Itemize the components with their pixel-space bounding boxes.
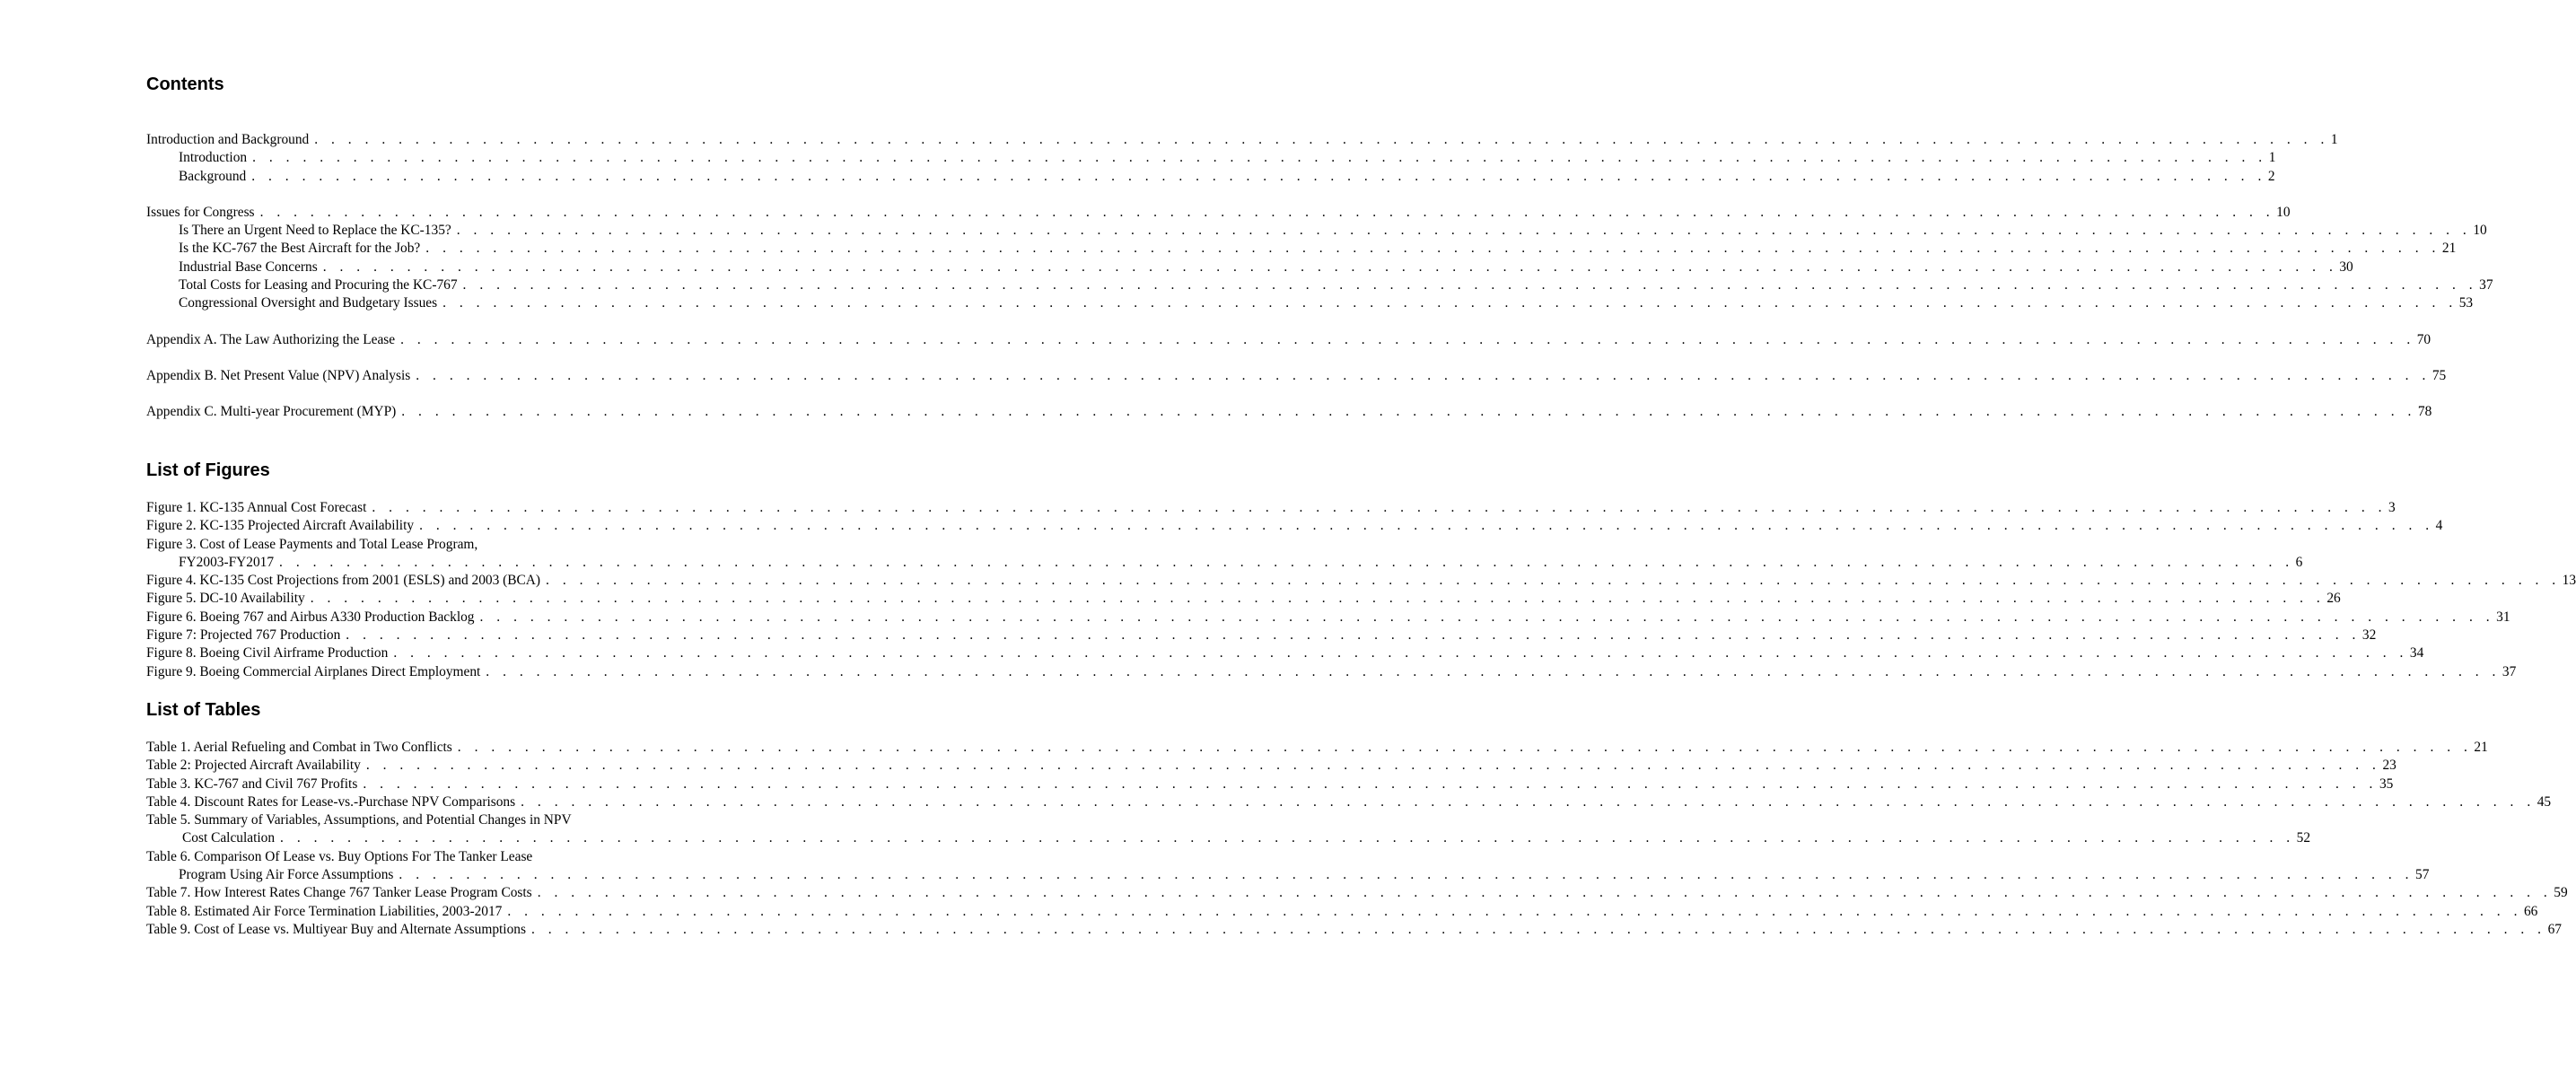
page-number: 30 — [2339, 258, 2353, 275]
page-number: 35 — [2379, 775, 2394, 792]
figure-entry[interactable] — [146, 517, 2443, 535]
entry-label: Industrial Base Concerns — [179, 258, 318, 275]
dot-leader: . . . . . . . . . . . . . . . . . . . . . . . . . . . . . . . . . . . . . . . . . . . . . . . . . . . . . . . . . . . . . . . . . . . . . . . . . . . . . . . . . . . . . . . . . . . . . . . . . . . . . . . . . . . . . . . . . . . . . . . . — [456, 223, 2472, 239]
dot-leader: . . . . . . . . . . . . . . . . . . . . . . . . . . . . . . . . . . . . . . . . . . . . . . . . . . . . . . . . . . . . . . . . . . . . . . . . . . . . . . . . . . . . . . . . . . . . . . . . . . . . . . . . . . . . . . . . . . . . . . . . — [251, 168, 2266, 184]
figure-entry[interactable] — [146, 572, 2576, 590]
page-number: 26 — [2326, 591, 2341, 607]
contents-list — [146, 131, 2493, 422]
page-number: 37 — [2502, 663, 2517, 679]
dot-leader: . . . . . . . . . . . . . . . . . . . . . . . . . . . . . . . . . . . . . . . . . . . . . . . . . . . . . . . . . . . . . . . . . . . . . . . . . . . . . . . . . . . . . . . . . . . . . . . . . . . . . . . . . . . . . . . . . . . . . . . . — [365, 758, 2381, 774]
dot-leader: . . . . . . . . . . . . . . . . . . . . . . . . . . . . . . . . . . . . . . . . . . . . . . . . . . . . . . . . . . . . . . . . . . . . . . . . . . . . . . . . . . . . . . . . . . . . . . . . . . . . . . . . . . . . . . . . . . . . . . . . — [537, 885, 2553, 901]
page-number: 67 — [2547, 921, 2562, 937]
toc-subentry[interactable] — [146, 149, 2276, 167]
dot-leader: . . . . . . . . . . . . . . . . . . . . . . . . . . . . . . . . . . . . . . . . . . . . . . . . . . . . . . . . . . . . . . . . . . . . . . . . . . . . . . . . . . . . . . . . . . . . . . . . . . . . . . . . . . . . . . . . . . . . . . . . — [252, 150, 2267, 166]
spacer — [146, 313, 680, 331]
entry-label: Table 7. How Interest Rates Change 767 Tanker Lease Program Costs — [146, 885, 532, 901]
dot-leader: . . . . . . . . . . . . . . . . . . . . . . . . . . . . . . . . . . . . . . . . . . . . . . . . . . . . . . . . . . . . . . . . . . . . . . . . . . . . . . . . . . . . . . . . . . . . . . . . . . . . . . . . . . . . . . . . . . . . . . . . — [314, 132, 2329, 147]
dot-leader: . . . . . . . . . . . . . . . . . . . . . . . . . . . . . . . . . . . . . . . . . . . . . . . . . . . . . . . . . . . . . . . . . . . . . . . . . . . . . . . . . . . . . . . . . . . . . . . . . . . . . . . . . . . . . . . . . . . . . . . . — [457, 740, 2473, 755]
spacer — [146, 385, 680, 403]
page-number: 4 — [2435, 518, 2443, 534]
tables-heading: List of Tables — [146, 700, 261, 720]
entry-label: Figure 2. KC-135 Projected Aircraft Availability — [146, 518, 415, 534]
page-number: 31 — [2496, 609, 2510, 625]
page-number: 1 — [2330, 132, 2338, 147]
table-entry[interactable] — [146, 757, 2396, 775]
figure-entry[interactable] — [146, 609, 2510, 627]
figures-heading: List of Figures — [146, 460, 270, 480]
entry-label: Figure 4. KC-135 Cost Projections from 2001 (ESLS) and 2003 (BCA) — [146, 573, 541, 589]
table-entry[interactable] — [146, 884, 2568, 902]
toc-entry[interactable] — [146, 367, 2447, 385]
dot-leader: . . . . . . . . . . . . . . . . . . . . . . . . . . . . . . . . . . . . . . . . . . . . . . . . . . . . . . . . . . . . . . . . . . . . . . . . . . . . . . . . . . . . . . . . . . . . . . . . . . . . . . . . . . . . . . . . . . . . . . . . — [279, 554, 2294, 570]
page-number: 59 — [2554, 885, 2568, 901]
page-number: 13 — [2562, 573, 2576, 589]
figure-entry-cont[interactable] — [146, 554, 2303, 572]
entry-label: Appendix C. Multi-year Procurement (MYP) — [146, 404, 397, 420]
entry-label: Background — [179, 168, 247, 184]
dot-leader: . . . . . . . . . . . . . . . . . . . . . . . . . . . . . . . . . . . . . . . . . . . . . . . . . . . . . . . . . . . . . . . . . . . . . . . . . . . . . . . . . . . . . . . . . . . . . . . . . . . . . . . . . . . . . . . . . . . . . . . . — [322, 258, 2338, 275]
dot-leader: . . . . . . . . . . . . . . . . . . . . . . . . . . . . . . . . . . . . . . . . . . . . . . . . . . . . . . . . . . . . . . . . . . . . . . . . . . . . . . . . . . . . . . . . . . . . . . . . . . . . . . . . . . . . . . . . . . . . . . . . — [393, 645, 2408, 662]
table-entry[interactable] — [146, 793, 2552, 811]
dot-leader: . . . . . . . . . . . . . . . . . . . . . . . . . . . . . . . . . . . . . . . . . . . . . . . . . . . . . . . . . . . . . . . . . . . . . . . . . . . . . . . . . . . . . . . . . . . . . . . . . . . . . . . . . . . . . . . . . . . . . . . . — [442, 295, 2458, 311]
spacer — [146, 349, 680, 367]
table-entry[interactable] — [146, 903, 2538, 921]
table-entry-cont[interactable] — [146, 866, 2430, 884]
entry-label: Figure 1. KC-135 Annual Cost Forecast — [146, 500, 367, 515]
dot-leader: . . . . . . . . . . . . . . . . . . . . . . . . . . . . . . . . . . . . . . . . . . . . . . . . . . . . . . . . . . . . . . . . . . . . . . . . . . . . . . . . . . . . . . . . . . . . . . . . . . . . . . . . . . . . . . . . . . . . . . . . — [310, 591, 2326, 607]
toc-subentry[interactable] — [146, 258, 2353, 276]
entry-label: Figure 8. Boeing Civil Airframe Production — [146, 645, 389, 662]
toc-entry[interactable] — [146, 403, 2432, 421]
dot-leader: . . . . . . . . . . . . . . . . . . . . . . . . . . . . . . . . . . . . . . . . . . . . . . . . . . . . . . . . . . . . . . . . . . . . . . . . . . . . . . . . . . . . . . . . . . . . . . . . . . . . . . . . . . . . . . . . . . . . . . . . — [419, 518, 2434, 534]
figure-entry[interactable] — [146, 590, 2341, 608]
entry-label: FY2003-FY2017 — [179, 554, 275, 570]
page-number: 1 — [2268, 150, 2276, 166]
dot-leader: . . . . . . . . . . . . . . . . . . . . . . . . . . . . . . . . . . . . . . . . . . . . . . . . . . . . . . . . . . . . . . . . . . . . . . . . . . . . . . . . . . . . . . . . . . . . . . . . . . . . . . . . . . . . . . . . . . . . . . . . — [507, 903, 2522, 919]
page-number: 53 — [2458, 295, 2474, 311]
entry-label: Table 2: Projected Aircraft Availability — [146, 758, 361, 774]
figure-entry[interactable]: Figure 3. Cost of Lease Payments and Total Lease Program, — [146, 536, 478, 552]
page-number: 10 — [2276, 204, 2291, 220]
spacer — [146, 186, 680, 204]
page-number: 21 — [2474, 740, 2488, 755]
figure-entry[interactable] — [146, 663, 2517, 681]
toc-entry[interactable] — [146, 131, 2338, 149]
figures-list — [146, 499, 2576, 681]
entry-label: Introduction — [179, 150, 248, 166]
entry-label: Appendix B. Net Present Value (NPV) Analysis — [146, 367, 411, 383]
page-number: 2 — [2267, 168, 2275, 184]
dot-leader: . . . . . . . . . . . . . . . . . . . . . . . . . . . . . . . . . . . . . . . . . . . . . . . . . . . . . . . . . . . . . . . . . . . . . . . . . . . . . . . . . . . . . . . . . . . . . . . . . . . . . . . . . . . . . . . . . . . . . . . . — [416, 367, 2431, 383]
page-number: 52 — [2296, 830, 2311, 846]
dot-leader: . . . . . . . . . . . . . . . . . . . . . . . . . . . . . . . . . . . . . . . . . . . . . . . . . . . . . . . . . . . . . . . . . . . . . . . . . . . . . . . . . . . . . . . . . . . . . . . . . . . . . . . . . . . . . . . . . . . . . . . . — [400, 331, 2415, 347]
toc-subentry[interactable] — [146, 276, 2493, 294]
page-number: 75 — [2431, 367, 2447, 383]
entry-label: Table 1. Aerial Refueling and Combat in Two Conflicts — [146, 740, 452, 755]
figure-entry[interactable] — [146, 627, 2377, 644]
dot-leader: . . . . . . . . . . . . . . . . . . . . . . . . . . . . . . . . . . . . . . . . . . . . . . . . . . . . . . . . . . . . . . . . . . . . . . . . . . . . . . . . . . . . . . . . . . . . . . . . . . . . . . . . . . . . . . . . . . . . . . . . — [399, 867, 2414, 883]
page-number: 21 — [2441, 241, 2457, 257]
table-entry[interactable] — [146, 775, 2394, 793]
tables-list — [146, 739, 2568, 939]
entry-label: Introduction and Background — [146, 132, 310, 147]
page-number: 70 — [2416, 331, 2431, 347]
entry-label: Figure 7: Projected 767 Production — [146, 627, 341, 644]
table-entry[interactable]: Table 5. Summary of Variables, Assumptions, and Potential Changes in NPV — [146, 812, 572, 828]
dot-leader: . . . . . . . . . . . . . . . . . . . . . . . . . . . . . . . . . . . . . . . . . . . . . . . . . . . . . . . . . . . . . . . . . . . . . . . . . . . . . . . . . . . . . . . . . . . . . . . . . . . . . . . . . . . . . . . . . . . . . . . . — [280, 830, 2295, 846]
toc-subentry[interactable] — [146, 240, 2457, 258]
toc-entry[interactable] — [146, 204, 2291, 222]
entry-label: Figure 6. Boeing 767 and Airbus A330 Production Backlog — [146, 609, 475, 625]
page-number: 57 — [2415, 867, 2430, 883]
toc-subentry[interactable] — [146, 222, 2487, 240]
page-number: 6 — [2295, 554, 2303, 570]
page-number: 45 — [2537, 793, 2552, 810]
toc-subentry[interactable] — [146, 294, 2474, 312]
figure-entry[interactable] — [146, 499, 2396, 517]
entry-label: Table 8. Estimated Air Force Termination Liabilities, 2003-2017 — [146, 903, 503, 919]
dot-leader: . . . . . . . . . . . . . . . . . . . . . . . . . . . . . . . . . . . . . . . . . . . . . . . . . . . . . . . . . . . . . . . . . . . . . . . . . . . . . . . . . . . . . . . . . . . . . . . . . . . . . . . . . . . . . . . . . . . . . . . . — [401, 404, 2416, 420]
page-number: 23 — [2382, 758, 2396, 774]
entry-label: Table 9. Cost of Lease vs. Multiyear Buy and Alternate Assumptions — [146, 921, 526, 937]
toc-subentry[interactable] — [146, 168, 2275, 186]
entry-label: Table 3. KC-767 and Civil 767 Profits — [146, 775, 358, 792]
entry-label: Is There an Urgent Need to Replace the KC-135? — [179, 223, 451, 239]
entry-label: Issues for Congress — [146, 204, 255, 220]
page-number: 66 — [2523, 903, 2538, 919]
dot-leader: . . . . . . . . . . . . . . . . . . . . . . . . . . . . . . . . . . . . . . . . . . . . . . . . . . . . . . . . . . . . . . . . . . . . . . . . . . . . . . . . . . . . . . . . . . . . . . . . . . . . . . . . . . . . . . . . . . . . . . . . — [486, 663, 2501, 679]
dot-leader: . . . . . . . . . . . . . . . . . . . . . . . . . . . . . . . . . . . . . . . . . . . . . . . . . . . . . . . . . . . . . . . . . . . . . . . . . . . . . . . . . . . . . . . . . . . . . . . . . . . . . . . . . . . . . . . . . . . . . . . . — [546, 573, 2561, 589]
table-entry[interactable] — [146, 921, 2562, 939]
table-entry[interactable]: Table 6. Comparison Of Lease vs. Buy Options For The Tanker Lease — [146, 848, 533, 864]
table-entry-cont[interactable] — [146, 829, 2311, 847]
entry-label: Total Costs for Leasing and Procuring the KC-767 — [179, 277, 458, 294]
page-number: 37 — [2479, 277, 2493, 294]
page-number: 78 — [2417, 404, 2432, 420]
page-number: 3 — [2388, 500, 2396, 515]
entry-label: Cost Calculation — [182, 830, 276, 846]
entry-label: Table 4. Discount Rates for Lease-vs.-Purchase NPV Comparisons — [146, 793, 516, 810]
entry-label: Appendix A. The Law Authorizing the Lease — [146, 331, 396, 347]
page-number: 32 — [2361, 627, 2377, 644]
dot-leader: . . . . . . . . . . . . . . . . . . . . . . . . . . . . . . . . . . . . . . . . . . . . . . . . . . . . . . . . . . . . . . . . . . . . . . . . . . . . . . . . . . . . . . . . . . . . . . . . . . . . . . . . . . . . . . . . . . . . . . . . — [479, 609, 2495, 625]
dot-leader: . . . . . . . . . . . . . . . . . . . . . . . . . . . . . . . . . . . . . . . . . . . . . . . . . . . . . . . . . . . . . . . . . . . . . . . . . . . . . . . . . . . . . . . . . . . . . . . . . . . . . . . . . . . . . . . . . . . . . . . . — [346, 627, 2361, 644]
table-entry[interactable] — [146, 739, 2488, 757]
page-number: 34 — [2409, 645, 2424, 662]
entry-label: Congressional Oversight and Budgetary Issues — [179, 295, 438, 311]
dot-leader: . . . . . . . . . . . . . . . . . . . . . . . . . . . . . . . . . . . . . . . . . . . . . . . . . . . . . . . . . . . . . . . . . . . . . . . . . . . . . . . . . . . . . . . . . . . . . . . . . . . . . . . . . . . . . . . . . . . . . . . . — [462, 277, 2478, 294]
entry-label: Figure 5. DC-10 Availability — [146, 591, 305, 607]
dot-leader: . . . . . . . . . . . . . . . . . . . . . . . . . . . . . . . . . . . . . . . . . . . . . . . . . . . . . . . . . . . . . . . . . . . . . . . . . . . . . . . . . . . . . . . . . . . . . . . . . . . . . . . . . . . . . . . . . . . . . . . . — [259, 204, 2275, 220]
dot-leader: . . . . . . . . . . . . . . . . . . . . . . . . . . . . . . . . . . . . . . . . . . . . . . . . . . . . . . . . . . . . . . . . . . . . . . . . . . . . . . . . . . . . . . . . . . . . . . . . . . . . . . . . . . . . . . . . . . . . . . . . — [425, 241, 2440, 257]
page-number: 10 — [2473, 223, 2487, 239]
entry-label: Figure 9. Boeing Commercial Airplanes Direct Employment — [146, 663, 481, 679]
dot-leader: . . . . . . . . . . . . . . . . . . . . . . . . . . . . . . . . . . . . . . . . . . . . . . . . . . . . . . . . . . . . . . . . . . . . . . . . . . . . . . . . . . . . . . . . . . . . . . . . . . . . . . . . . . . . . . . . . . . . . . . . — [521, 793, 2536, 810]
entry-label: Is the KC-767 the Best Aircraft for the Job? — [179, 241, 421, 257]
dot-leader: . . . . . . . . . . . . . . . . . . . . . . . . . . . . . . . . . . . . . . . . . . . . . . . . . . . . . . . . . . . . . . . . . . . . . . . . . . . . . . . . . . . . . . . . . . . . . . . . . . . . . . . . . . . . . . . . . . . . . . . . — [363, 775, 2378, 792]
entry-label: Program Using Air Force Assumptions — [179, 867, 394, 883]
figure-entry[interactable] — [146, 644, 2424, 662]
contents-heading: Contents — [146, 74, 224, 94]
dot-leader: . . . . . . . . . . . . . . . . . . . . . . . . . . . . . . . . . . . . . . . . . . . . . . . . . . . . . . . . . . . . . . . . . . . . . . . . . . . . . . . . . . . . . . . . . . . . . . . . . . . . . . . . . . . . . . . . . . . . . . . . — [372, 500, 2387, 515]
toc-entry[interactable] — [146, 331, 2431, 349]
dot-leader: . . . . . . . . . . . . . . . . . . . . . . . . . . . . . . . . . . . . . . . . . . . . . . . . . . . . . . . . . . . . . . . . . . . . . . . . . . . . . . . . . . . . . . . . . . . . . . . . . . . . . . . . . . . . . . . . . . . . . . . . — [530, 921, 2546, 937]
